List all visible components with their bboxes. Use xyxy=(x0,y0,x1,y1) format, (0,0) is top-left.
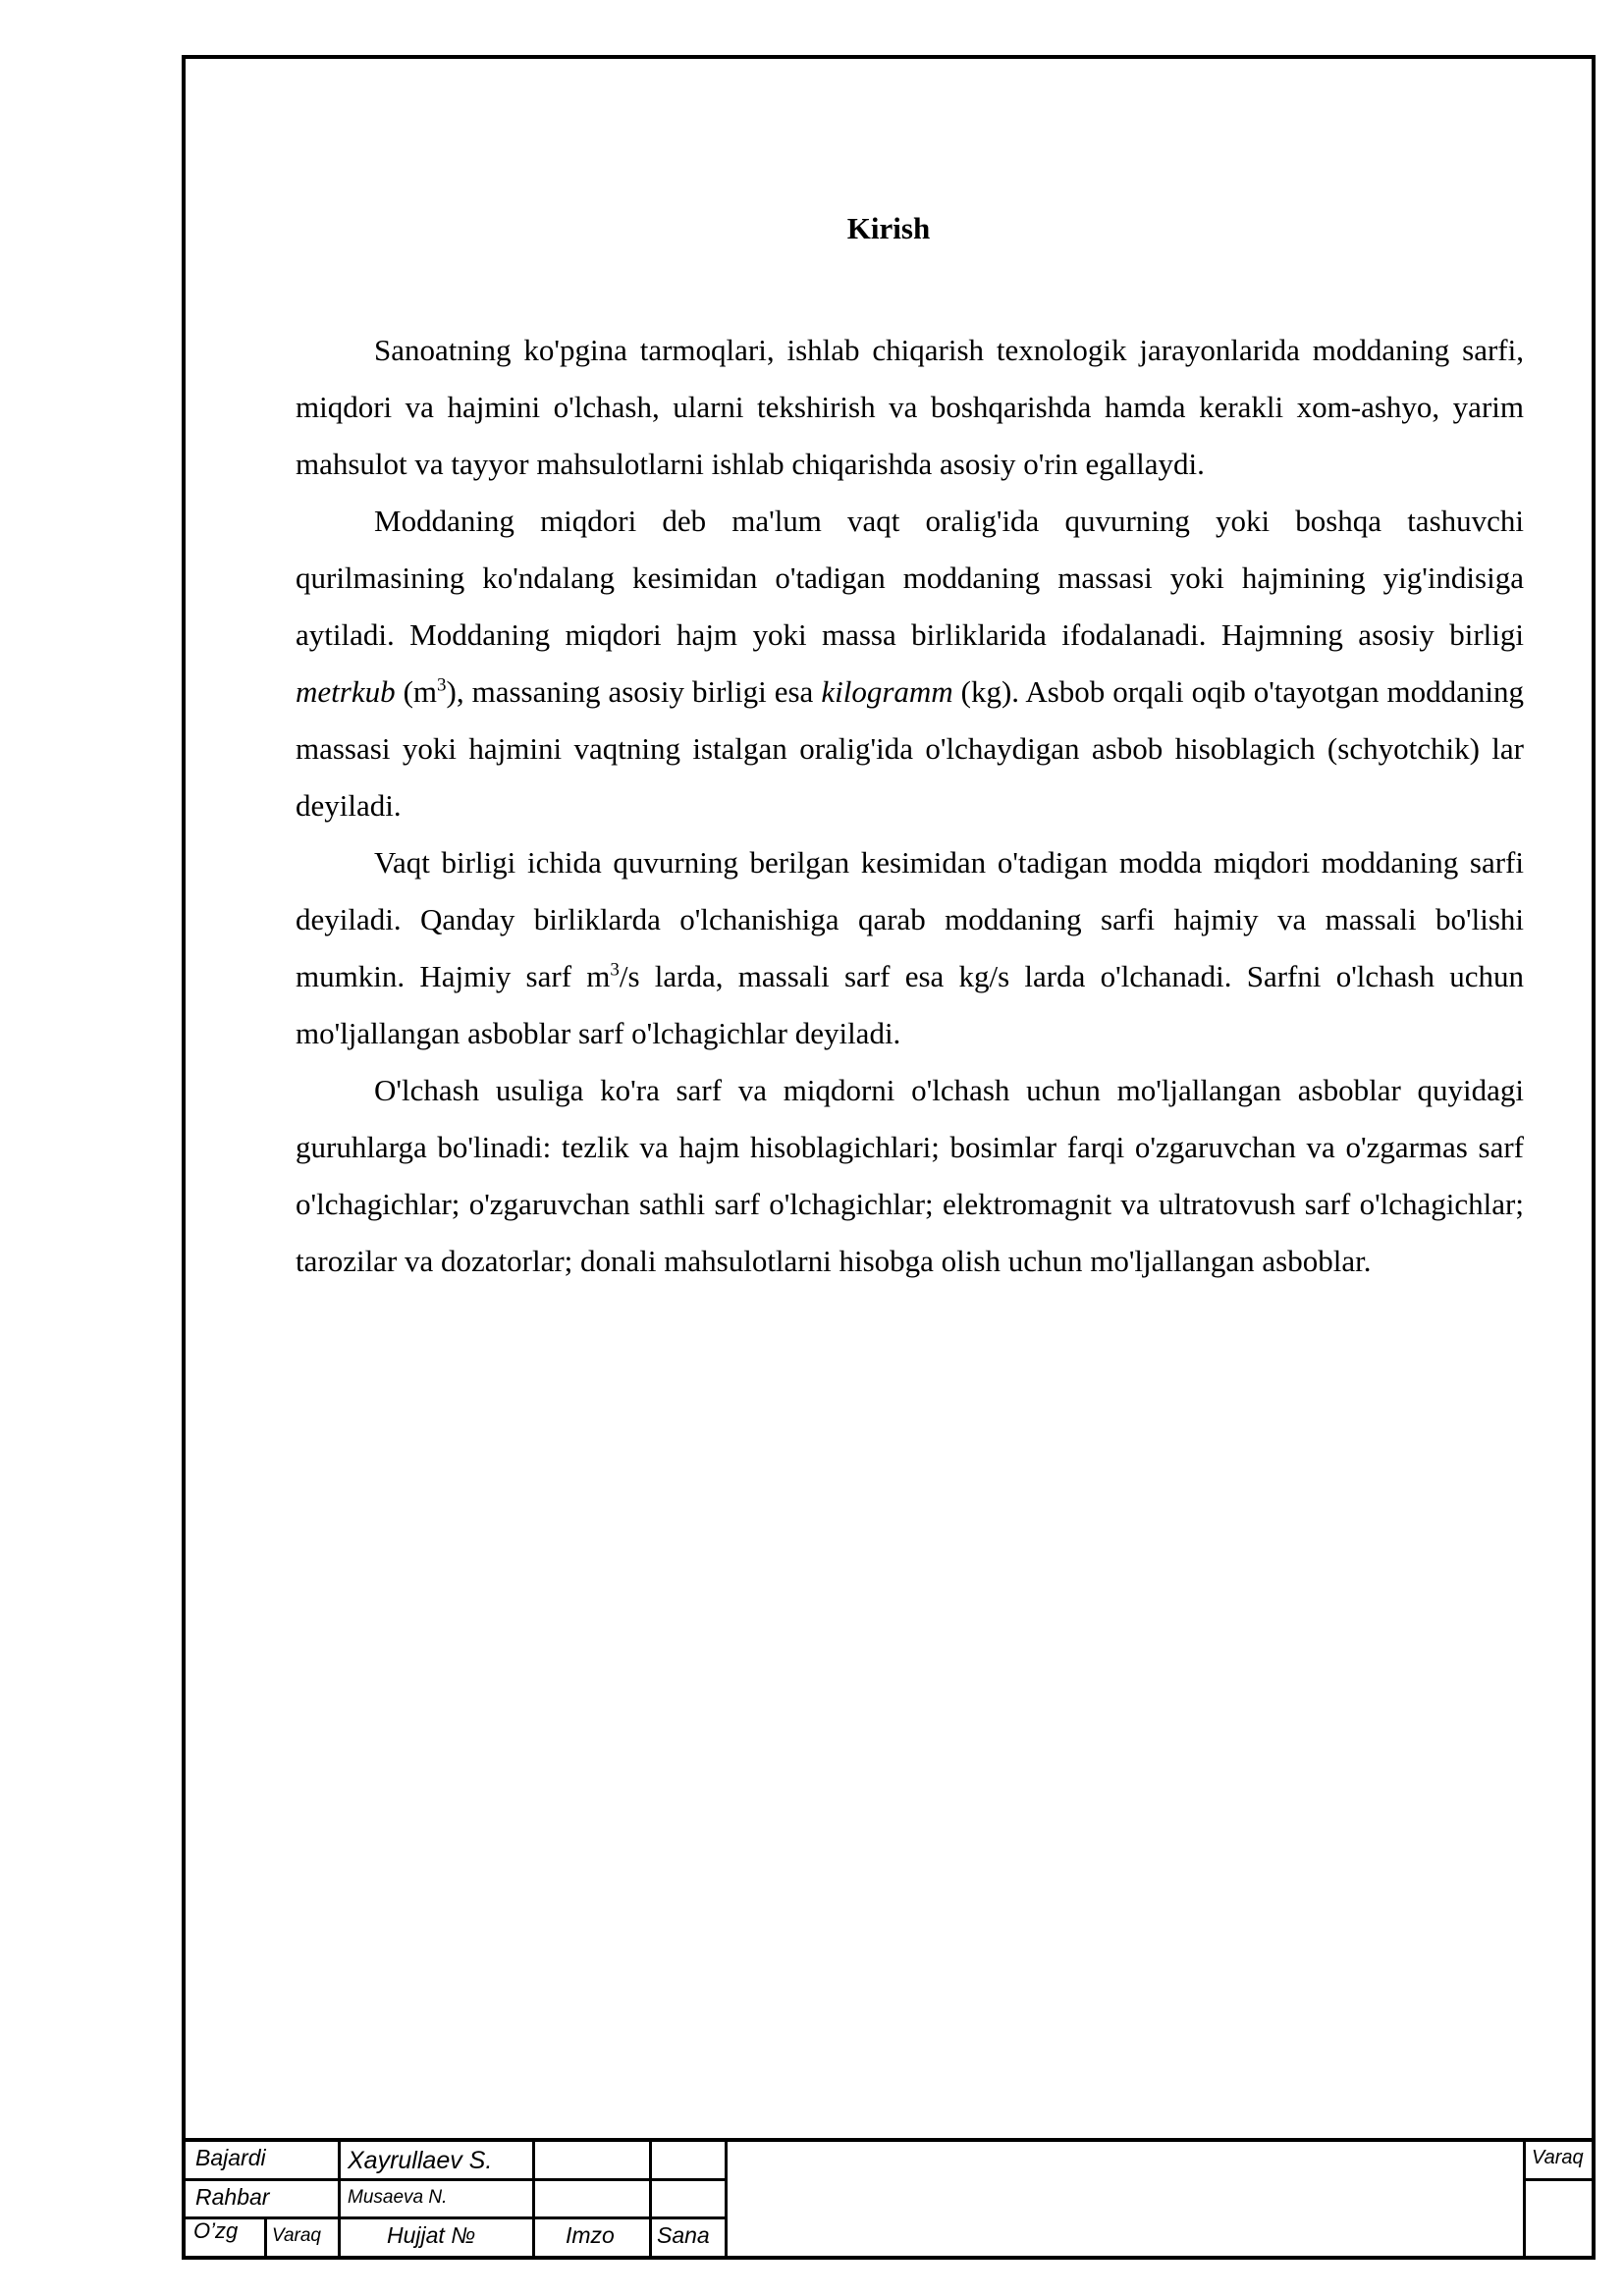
paragraph-2-text-b: (m xyxy=(395,674,438,709)
stamp-divider xyxy=(1523,2178,1592,2181)
term-kilogramm: kilogramm xyxy=(821,674,953,709)
paragraph-1: Sanoatning ko'pgina tarmoqlari, ishlab chiqarish texnologik jarayonlarida moddaning sarfi, miqdori va hajmini o'lchash, ularni tekshirish va boshqarishda hamda kerakli xom-ashyo, yarim mahsulot va tayyor mahsulotlarni ishlab chiqarishda asosiy o'rin egallaydi. xyxy=(296,333,1524,481)
stamp-divider xyxy=(264,2217,267,2256)
title-block-stamp xyxy=(186,2138,1592,2256)
stamp-divider xyxy=(649,2142,652,2256)
superscript-3: 3 xyxy=(610,959,620,981)
stamp-value-rahbar-name: Musaeva N. xyxy=(348,2187,448,2208)
stamp-divider xyxy=(1523,2142,1526,2256)
document-frame xyxy=(182,55,1596,2260)
paragraph-2-text-d: (kg). Asbob orqali oqib o'tayotgan moddaning massasi yoki hajmini vaqtning istalgan oralig'ida o'lchaydigan asbob hisoblagich (schyotchik) lar deyiladi. xyxy=(296,674,1525,823)
stamp-label-sana: Sana xyxy=(657,2222,710,2248)
stamp-label-varaq: Varaq xyxy=(272,2225,321,2246)
paragraph-2-text-a: Moddaning miqdori deb ma'lum vaqt oralig'ida quvurning yoki boshqa tashuvchi qurilmasining ko'ndalang kesimidan o'tadigan moddaning massasi yoki hajmining yig'indisiga aytiladi. Moddaning miqdori hajm yoki massa birliklarida ifodalanadi. Hajmning asosiy birligi xyxy=(296,504,1524,652)
stamp-label-bajardi: Bajardi xyxy=(195,2145,266,2170)
paragraph-3-text-a: Vaqt birligi ichida quvurning berilgan kesimidan o'tadigan modda miqdori moddaning sarfi deyiladi. Qanday birliklarda o'lchanishiga qarab moddaning sarfi hajmiy va massali bo'lishi mumkin. Hajmiy sarf m xyxy=(296,845,1524,993)
stamp-label-varaq-right: Varaq xyxy=(1532,2147,1584,2168)
paragraph-3-text-b: /s larda, massali sarf esa kg/s larda o'lchanadi. Sarfni o'lchash uchun mo'ljallangan asboblar sarf o'lchagichlar deyiladi. xyxy=(296,959,1524,1050)
term-metrkub: metrkub xyxy=(296,674,396,709)
superscript-3: 3 xyxy=(437,674,447,696)
stamp-divider xyxy=(725,2142,728,2256)
paragraph-2-text-c: ), massaning asosiy birligi esa xyxy=(446,674,822,709)
stamp-label-ozg: O’zg xyxy=(193,2218,239,2243)
stamp-label-hujjat: Hujjat № xyxy=(387,2222,476,2248)
stamp-divider xyxy=(186,2178,728,2181)
page-title: Kirish xyxy=(846,211,931,245)
stamp-label-imzo: Imzo xyxy=(566,2222,615,2248)
stamp-value-bajardi-name: Xayrullaev S. xyxy=(348,2147,493,2174)
paragraph-4: O'lchash usuliga ko'ra sarf va miqdorni o'lchash uchun mo'ljallangan asboblar quyidagi guruhlarga bo'linadi: tezlik va hajm hisoblagichlari; bosimlar farqi o'zgaruvchan va o'zgarmas sarf o'lchagichlar; o'zgaruvchan sathli sarf o'lchagichlar; elektromagnit va ultratovush sarf o'lchagichlar; tarozilar va dozatorlar; donali mahsulotlarni hisobga olish uchun mo'ljallangan asboblar. xyxy=(296,1073,1524,1278)
stamp-divider xyxy=(338,2142,341,2256)
document-body xyxy=(296,322,1524,1290)
stamp-label-rahbar: Rahbar xyxy=(195,2184,270,2210)
stamp-divider xyxy=(532,2142,535,2256)
paragraph-3 xyxy=(296,834,1524,1062)
paragraph-2 xyxy=(296,493,1524,834)
